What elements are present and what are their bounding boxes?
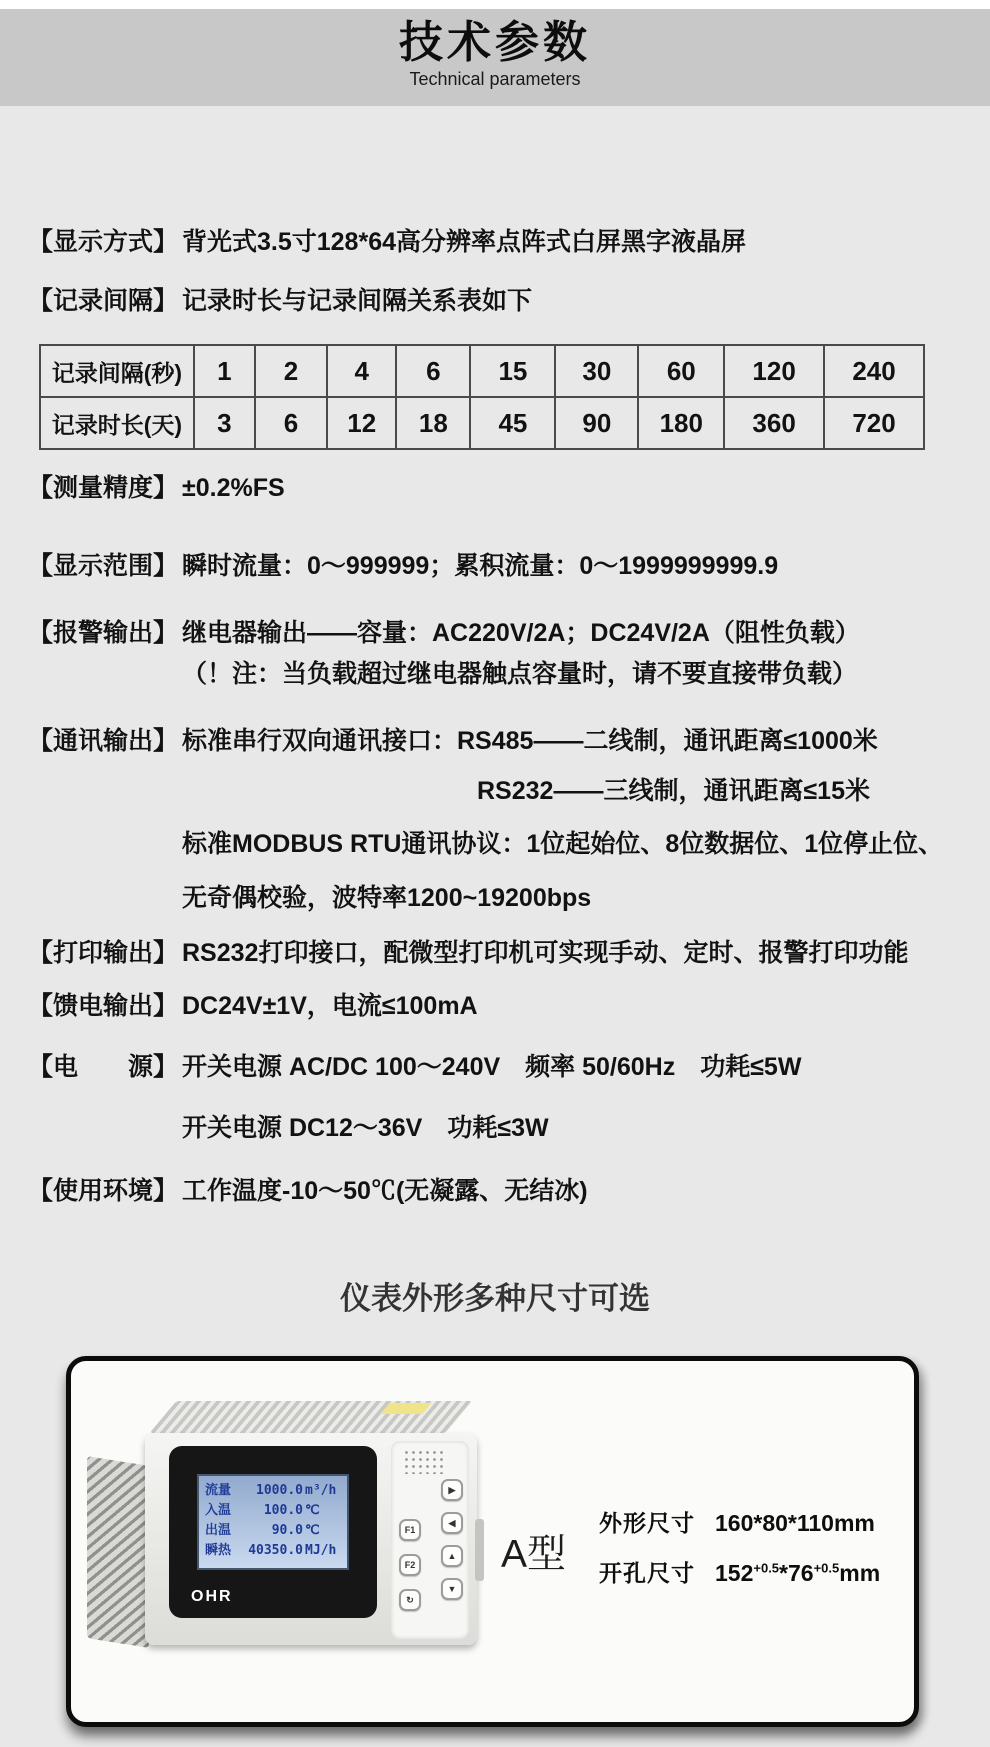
key-up: ▲	[441, 1545, 463, 1567]
record-table-cell: 60	[638, 345, 724, 397]
lcd-line-label: 流量	[205, 1483, 232, 1498]
spec-row	[0, 1112, 990, 1144]
key-left: ◀	[441, 1512, 463, 1534]
record-table-row	[40, 345, 924, 397]
spec-row	[0, 882, 990, 914]
spec-row	[0, 828, 990, 860]
spec-text: 开关电源 DC12～36V 功耗≤3W	[182, 1114, 549, 1142]
lcd-line-unit: m³/h	[305, 1483, 337, 1498]
record-table-cell: 6	[396, 345, 470, 397]
spec-text: RS232——三线制，通讯距离≤15米	[477, 777, 870, 805]
lcd-line-unit: ℃	[305, 1503, 320, 1518]
brand-logo: OHR	[191, 1588, 233, 1605]
spec-text: 继电器输出——容量：AC220V/2A；DC24V/2A（阻性负载）	[182, 619, 860, 647]
spec-content	[0, 226, 990, 1727]
device-front-panel	[145, 1433, 477, 1645]
dimension-row	[599, 1505, 880, 1538]
page-subtitle: Technical parameters	[409, 69, 581, 89]
model-label: A型	[501, 1533, 567, 1576]
spec-text: 标准串行双向通讯接口：RS485——二线制，通讯距离≤1000米	[182, 727, 878, 755]
record-table-cell: 15	[470, 345, 555, 397]
key-down: ▼	[441, 1578, 463, 1600]
dimension-text: 152	[715, 1560, 754, 1586]
spec-text: 无奇偶校验，波特率1200~19200bps	[182, 884, 592, 912]
spec-label: 【通讯输出】	[28, 727, 179, 755]
dimension-label: 外形尺寸	[599, 1510, 695, 1536]
dimension-value	[715, 1510, 875, 1537]
spec-text: 背光式3.5寸128*64高分辨率点阵式白屏黑字液晶屏	[182, 228, 747, 256]
record-table-cell: 4	[327, 345, 396, 397]
lcd-line-value: 1000.0	[256, 1483, 303, 1498]
device-keypad	[391, 1441, 469, 1639]
dimension-row	[599, 1555, 880, 1588]
spec-text: RS232打印接口，配微型打印机可实现手动、定时、报警打印功能	[182, 939, 909, 967]
spec-list-top	[0, 226, 990, 317]
lcd-line-value: 40350.0	[248, 1543, 303, 1558]
dimension-specs	[599, 1505, 880, 1605]
record-table-row-header: 记录时长(天)	[40, 397, 194, 449]
dimension-tolerance: +0.5	[813, 1560, 840, 1576]
key-right: ▶	[441, 1479, 463, 1501]
spec-row	[0, 1051, 990, 1083]
spec-text: 记录时长与记录间隔关系表如下	[182, 287, 533, 315]
spec-label: 【记录间隔】	[28, 287, 179, 315]
spec-row	[0, 285, 990, 317]
spec-text: 工作温度-10～50℃(无凝露、无结冰)	[182, 1177, 588, 1205]
record-table-cell: 180	[638, 397, 724, 449]
spec-label: 【电 源】	[28, 1053, 179, 1081]
spec-row	[0, 990, 990, 1022]
outline-section-title: 仪表外形多种尺寸可选	[340, 1281, 650, 1316]
lcd-line-label: 瞬热	[205, 1543, 232, 1558]
record-table-cell: 3	[194, 397, 255, 449]
spec-text: （！注：当负载超过继电器触点容量时，请不要直接带负载）	[182, 660, 858, 688]
page-title: 技术参数	[399, 18, 591, 67]
dimension-tolerance: +0.5	[753, 1560, 780, 1576]
lcd-line-value: 90.0	[271, 1523, 303, 1538]
device-side-vent-grille	[87, 1456, 149, 1648]
record-table-cell: 12	[327, 397, 396, 449]
dimension-text: 160*80*110mm	[715, 1510, 875, 1536]
spec-row	[0, 725, 990, 757]
spec-row	[0, 1175, 990, 1207]
dimension-text: mm	[839, 1560, 881, 1586]
lcd-line-unit: ℃	[305, 1523, 320, 1538]
spec-text: ±0.2%FS	[182, 474, 285, 502]
top-white-strip	[0, 0, 990, 9]
spec-row	[0, 658, 990, 690]
spec-label: 【馈电输出】	[28, 992, 179, 1020]
header-band	[0, 9, 990, 106]
spec-label: 【打印输出】	[28, 939, 179, 967]
lcd-line	[205, 1541, 341, 1561]
record-table-cell: 2	[255, 345, 327, 397]
lcd-line-unit: MJ/h	[305, 1543, 337, 1558]
record-table-cell: 18	[396, 397, 470, 449]
device-display-bezel	[169, 1446, 377, 1618]
record-table-cell: 45	[470, 397, 555, 449]
spec-text: 瞬时流量：0～999999；累积流量：0～1999999999.9	[182, 552, 779, 580]
spec-list-bottom	[0, 472, 990, 1207]
spec-label: 【显示范围】	[28, 552, 179, 580]
spec-text: 开关电源 AC/DC 100～240V 频率 50/60Hz 功耗≤5W	[182, 1053, 802, 1081]
record-table-cell: 1	[194, 345, 255, 397]
spec-text: 标准MODBUS RTU通讯协议：1位起始位、8位数据位、1位停止位、	[182, 830, 944, 858]
lcd-line	[205, 1481, 341, 1501]
record-table-cell: 120	[724, 345, 824, 397]
spec-row	[0, 617, 990, 649]
spec-label: 【报警输出】	[28, 619, 179, 647]
record-table-cell: 30	[555, 345, 638, 397]
key-f2: F2	[399, 1554, 421, 1576]
spec-row	[0, 775, 990, 807]
lcd-line-value: 100.0	[263, 1503, 303, 1518]
key-cycle: ↻	[399, 1589, 421, 1611]
lcd-line	[205, 1501, 341, 1521]
spec-label: 【使用环境】	[28, 1177, 179, 1205]
lcd-line-label: 出温	[205, 1523, 232, 1538]
record-table-cell: 720	[824, 397, 924, 449]
dimension-label: 开孔尺寸	[599, 1560, 695, 1586]
record-table-cell: 90	[555, 397, 638, 449]
spec-row	[0, 472, 990, 504]
spec-row	[0, 226, 990, 258]
keypad-column-left	[399, 1519, 421, 1611]
record-table-row-header: 记录间隔(秒)	[40, 345, 194, 397]
record-table-row	[40, 397, 924, 449]
dimension-value	[715, 1560, 880, 1587]
spec-label: 【测量精度】	[28, 474, 179, 502]
record-table-cell: 360	[724, 397, 824, 449]
spec-row	[0, 550, 990, 582]
key-f1: F1	[399, 1519, 421, 1541]
record-interval-table	[39, 344, 925, 450]
spec-label: 【显示方式】	[28, 228, 179, 256]
device-lcd-screen	[197, 1474, 349, 1570]
product-frame	[66, 1356, 919, 1727]
recorder-device-illustration	[87, 1399, 487, 1649]
record-table-cell: 240	[824, 345, 924, 397]
device-side-clip	[475, 1519, 484, 1581]
speaker-holes	[403, 1449, 447, 1474]
lcd-line-label: 入温	[205, 1503, 232, 1518]
spec-row	[0, 937, 990, 969]
keypad-column-right	[441, 1479, 463, 1600]
record-table-cell: 6	[255, 397, 327, 449]
lcd-line	[205, 1521, 341, 1541]
dimension-text: *76	[779, 1560, 814, 1586]
spec-text: DC24V±1V，电流≤100mA	[182, 992, 478, 1020]
